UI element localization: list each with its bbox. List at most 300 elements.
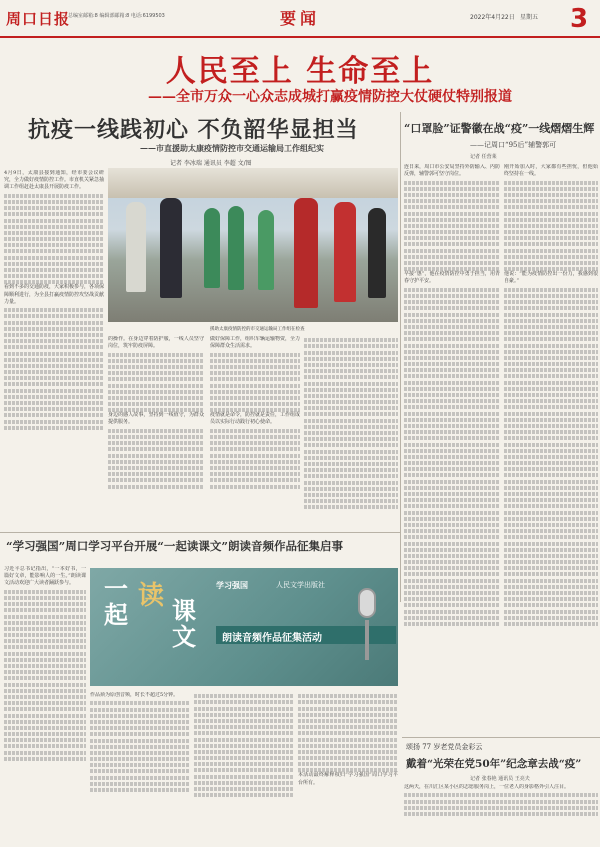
text-line-placeholder [504, 591, 598, 595]
text-line-placeholder [404, 399, 500, 403]
text-line-placeholder [404, 603, 500, 607]
article1-col2-lead: 的操作。在身边穿着防护服，一线人员坚守岗位，筑牢防疫屏障。 [108, 336, 204, 350]
notice-body-lower-2 [194, 692, 294, 844]
text-line-placeholder [504, 579, 598, 583]
text-line-placeholder [4, 395, 104, 399]
article3-kicker: 颂扬 77 岁老党员金彩云 [406, 743, 483, 751]
text-line-placeholder [4, 268, 104, 272]
text-line-placeholder [90, 726, 190, 730]
masthead-contact: 总编室邮箱:8 编辑部邮箱:8 电话:6199503 [68, 13, 165, 19]
text-line-placeholder [108, 454, 204, 458]
text-line-placeholder [504, 610, 598, 614]
text-line-placeholder [504, 181, 598, 185]
text-line-placeholder [404, 535, 500, 539]
text-line-placeholder [504, 504, 598, 508]
text-line-placeholder [504, 548, 598, 552]
text-line-placeholder [404, 443, 500, 447]
text-line-placeholder [194, 756, 294, 760]
text-line-placeholder [404, 205, 500, 209]
text-line-placeholder [4, 689, 86, 693]
photo-person [294, 198, 318, 308]
text-line-placeholder [304, 462, 398, 466]
photo-person [228, 206, 244, 290]
text-line-placeholder [404, 486, 500, 490]
text-line-placeholder [210, 472, 300, 476]
text-line-placeholder [210, 384, 300, 388]
notice-body-left [4, 566, 86, 844]
text-line-placeholder [404, 542, 500, 546]
photo-person [334, 202, 356, 302]
text-line-placeholder [108, 447, 204, 451]
article3-title: 戴着“光荣在党50年”纪念章去战“疫” [406, 758, 582, 770]
text-line-placeholder [304, 443, 398, 447]
text-line-placeholder [4, 256, 104, 260]
text-line-placeholder [210, 466, 300, 470]
text-line-placeholder [504, 362, 598, 366]
text-line-placeholder [194, 707, 294, 711]
text-line-placeholder [404, 294, 500, 298]
text-line-placeholder [90, 769, 190, 773]
text-line-placeholder [404, 393, 500, 397]
text-line-placeholder [404, 492, 500, 496]
text-line-placeholder [504, 517, 598, 521]
poster-text-2: 读 [138, 581, 165, 611]
text-line-placeholder [210, 447, 300, 451]
text-line-placeholder [108, 478, 204, 482]
text-line-placeholder [404, 405, 500, 409]
article1-title: 抗疫一线践初心 不负韶华显担当 [28, 117, 359, 143]
text-line-placeholder [210, 359, 300, 363]
notice-body-lower-1 [90, 692, 190, 844]
text-line-placeholder [90, 708, 190, 712]
text-line-placeholder [90, 757, 190, 761]
text-line-placeholder [504, 288, 598, 292]
text-line-placeholder [404, 498, 500, 502]
text-line-placeholder [304, 363, 398, 367]
text-line-placeholder [4, 615, 86, 619]
text-line-placeholder [404, 597, 500, 601]
text-line-placeholder [304, 338, 398, 342]
text-line-placeholder [4, 358, 104, 362]
text-line-placeholder [504, 443, 598, 447]
text-line-placeholder [404, 218, 500, 222]
text-line-placeholder [504, 424, 598, 428]
text-line-placeholder [108, 359, 204, 363]
text-line-placeholder [404, 362, 500, 366]
banner-subheadline: ——全市万众一心众志成城打赢疫情防控大仗硬仗特别报道 [148, 89, 512, 105]
text-line-placeholder [194, 700, 294, 704]
section-title: 要闻 [279, 9, 320, 28]
text-line-placeholder [4, 751, 86, 755]
notice-body-lower-3 [298, 692, 398, 844]
text-line-placeholder [504, 449, 598, 453]
text-line-placeholder [194, 731, 294, 735]
text-line-placeholder [194, 787, 294, 791]
text-line-placeholder [108, 365, 204, 369]
text-line-placeholder [4, 364, 104, 368]
text-line-placeholder [194, 762, 294, 766]
article2-byline: 记者 任营莱 [470, 154, 497, 160]
text-line-placeholder [504, 393, 598, 397]
text-line-placeholder [90, 788, 190, 792]
text-line-placeholder [298, 744, 398, 748]
text-line-placeholder [404, 230, 500, 234]
article1-column-3 [210, 336, 300, 526]
text-line-placeholder [404, 418, 500, 422]
text-line-placeholder [504, 467, 598, 471]
text-line-placeholder [304, 468, 398, 472]
text-line-placeholder [404, 319, 500, 323]
text-line-placeholder [504, 325, 598, 329]
article1-column-1 [4, 170, 104, 526]
text-line-placeholder [404, 548, 500, 552]
text-line-placeholder [4, 726, 86, 730]
text-line-placeholder [404, 325, 500, 329]
text-line-placeholder [404, 436, 500, 440]
text-line-placeholder [404, 212, 500, 216]
text-line-placeholder [108, 460, 204, 464]
text-line-placeholder [4, 652, 86, 656]
text-line-placeholder [4, 639, 86, 643]
text-line-placeholder [404, 187, 500, 191]
text-line-placeholder [404, 199, 500, 203]
text-line-placeholder [404, 387, 500, 391]
text-line-placeholder [404, 610, 500, 614]
text-line-placeholder [4, 590, 86, 594]
article1-col3-lead: 做好保障工作，组织车辆运输物资，全力保障群众生活需求。 [210, 336, 300, 350]
article2-col1-body: 早接“惠”，他在疫情防控中勇于担当，用青春守护平安。 [404, 271, 500, 285]
text-line-placeholder [404, 300, 500, 304]
text-line-placeholder [298, 756, 398, 760]
text-line-placeholder [504, 337, 598, 341]
text-line-placeholder [108, 377, 204, 381]
text-line-placeholder [4, 333, 104, 337]
text-line-placeholder [4, 738, 86, 742]
text-line-placeholder [210, 396, 300, 400]
text-line-placeholder [504, 381, 598, 385]
poster-text-3: 课文 [172, 597, 196, 651]
text-line-placeholder [404, 424, 500, 428]
text-line-placeholder [298, 725, 398, 729]
article3-body [404, 784, 598, 844]
text-line-placeholder [404, 566, 500, 570]
poster-logo-2: 人民文学出版社 [276, 581, 325, 589]
text-line-placeholder [4, 206, 104, 210]
text-line-placeholder [404, 616, 500, 620]
article1-photo [108, 168, 398, 322]
text-line-placeholder [504, 255, 598, 259]
text-line-placeholder [504, 455, 598, 459]
text-line-placeholder [4, 382, 104, 386]
text-line-placeholder [404, 181, 500, 185]
text-line-placeholder [504, 405, 598, 409]
article1-column-4 [304, 336, 398, 526]
text-line-placeholder [210, 408, 300, 412]
masthead [0, 0, 600, 38]
issue-weekday: 星期五 [520, 14, 539, 21]
text-line-placeholder [298, 768, 398, 772]
banner-headline: 人民至上 生命至上 [165, 54, 435, 89]
text-line-placeholder [404, 255, 500, 259]
text-line-placeholder [4, 645, 86, 649]
text-line-placeholder [4, 633, 86, 637]
text-line-placeholder [4, 321, 104, 325]
text-line-placeholder [504, 261, 598, 265]
notice-footer: 本活动最终解释权归“学习强国”周口学习平台所有。 [298, 772, 398, 786]
text-line-placeholder [304, 499, 398, 503]
text-line-placeholder [504, 387, 598, 391]
text-line-placeholder [404, 793, 598, 797]
text-line-placeholder [304, 437, 398, 441]
text-line-placeholder [210, 371, 300, 375]
text-line-placeholder [108, 396, 204, 400]
text-line-placeholder [298, 738, 398, 742]
text-line-placeholder [304, 412, 398, 416]
text-line-placeholder [4, 249, 104, 253]
text-line-placeholder [194, 713, 294, 717]
text-line-placeholder [4, 308, 104, 312]
text-line-placeholder [4, 757, 86, 761]
photo-person [160, 198, 182, 298]
text-line-placeholder [4, 352, 104, 356]
text-line-placeholder [404, 461, 500, 465]
text-line-placeholder [404, 473, 500, 477]
text-line-placeholder [4, 194, 104, 198]
text-line-placeholder [90, 701, 190, 705]
text-line-placeholder [4, 339, 104, 343]
article2-col1-lead: 连日来，周口市公安局坚持外防输入、内防反弹，辅警郭可坚守岗位。 [404, 164, 500, 178]
text-line-placeholder [304, 351, 398, 355]
text-line-placeholder [504, 597, 598, 601]
text-line-placeholder [4, 627, 86, 631]
text-line-placeholder [504, 242, 598, 246]
text-line-placeholder [90, 714, 190, 718]
photo-person [204, 208, 220, 288]
text-line-placeholder [90, 745, 190, 749]
headline-banner [0, 42, 600, 108]
article2-subtitle: ——记周口“95后”辅警郭可 [470, 141, 557, 149]
text-line-placeholder [210, 365, 300, 369]
poster-text-1: 一起 [104, 575, 128, 629]
text-line-placeholder [194, 738, 294, 742]
article1-col3-body: 疫情就是命令，防控就是责任，工作组成员以实际行动践行初心使命。 [210, 412, 300, 426]
text-line-placeholder [504, 535, 598, 539]
text-line-placeholder [404, 800, 598, 804]
page-number: 3 [570, 4, 589, 34]
text-line-placeholder [504, 542, 598, 546]
notice-poster [90, 568, 398, 686]
text-line-placeholder [504, 399, 598, 403]
text-line-placeholder [4, 676, 86, 680]
section-divider-right [402, 737, 600, 738]
text-line-placeholder [298, 700, 398, 704]
microphone-icon [358, 588, 376, 618]
text-line-placeholder [404, 517, 500, 521]
text-line-placeholder [304, 400, 398, 404]
text-line-placeholder [4, 701, 86, 705]
text-line-placeholder [504, 412, 598, 416]
text-line-placeholder [504, 212, 598, 216]
text-line-placeholder [210, 390, 300, 394]
text-line-placeholder [404, 350, 500, 354]
text-line-placeholder [108, 371, 204, 375]
text-line-placeholder [304, 394, 398, 398]
text-line-placeholder [108, 485, 204, 489]
text-line-placeholder [404, 504, 500, 508]
text-line-placeholder [404, 337, 500, 341]
text-line-placeholder [404, 523, 500, 527]
text-line-placeholder [298, 694, 398, 698]
text-line-placeholder [404, 261, 500, 265]
newspaper-logo: 周口日报 [6, 10, 71, 28]
article1-byline: 记者 李冰瑞 通讯员 李超 文/图 [170, 160, 252, 167]
text-line-placeholder [404, 224, 500, 228]
text-line-placeholder [298, 707, 398, 711]
text-line-placeholder [210, 485, 300, 489]
text-line-placeholder [504, 430, 598, 434]
text-line-placeholder [4, 407, 104, 411]
text-line-placeholder [404, 381, 500, 385]
text-line-placeholder [4, 695, 86, 699]
text-line-placeholder [504, 480, 598, 484]
text-line-placeholder [404, 430, 500, 434]
text-line-placeholder [90, 763, 190, 767]
text-line-placeholder [4, 212, 104, 216]
text-line-placeholder [504, 218, 598, 222]
photo-person [126, 202, 146, 292]
text-line-placeholder [404, 585, 500, 589]
notice-body-right-text: 作品须为原创音频，时长不超过5分钟。 [90, 692, 179, 698]
text-line-placeholder [108, 390, 204, 394]
article3-byline: 记者 张春艳 通讯员 王亮夫 [470, 776, 530, 782]
article1-col2-body: 身边的感人故事，坚持到一线值守，为群众提供服务。 [108, 412, 204, 426]
text-line-placeholder [4, 401, 104, 405]
text-line-placeholder [210, 402, 300, 406]
text-line-placeholder [504, 566, 598, 570]
article1-col1-body: 看到不多的交通防疫，大家积极参与，各项保障顺利进行，为全县打赢疫情防控攻坚战贡献力量。 [4, 284, 104, 305]
text-line-placeholder [210, 429, 300, 433]
text-line-placeholder [504, 461, 598, 465]
text-line-placeholder [194, 793, 294, 797]
text-line-placeholder [304, 450, 398, 454]
notice-body-left-text: 习近平总书记指出，“一本好书，一篇好文章，能影响人的一生。”朗读课文活动欢迎广大读者踊跃参与。 [4, 566, 86, 587]
text-line-placeholder [210, 441, 300, 445]
text-line-placeholder [4, 280, 104, 284]
photo-tent [108, 168, 398, 198]
text-line-placeholder [404, 313, 500, 317]
text-line-placeholder [504, 523, 598, 527]
text-line-placeholder [4, 370, 104, 374]
text-line-placeholder [304, 369, 398, 373]
text-line-placeholder [298, 762, 398, 766]
text-line-placeholder [404, 412, 500, 416]
text-line-placeholder [504, 529, 598, 533]
text-line-placeholder [4, 621, 86, 625]
text-line-placeholder [4, 231, 104, 235]
article3-body-text: 这两天，在川汇区某小区的志愿服务岗上，一位老人的身影格外引人注目。 [404, 784, 570, 790]
text-line-placeholder [304, 493, 398, 497]
text-line-placeholder [90, 739, 190, 743]
text-line-placeholder [504, 205, 598, 209]
text-line-placeholder [4, 714, 86, 718]
text-line-placeholder [304, 357, 398, 361]
text-line-placeholder [4, 744, 86, 748]
article2-column-1 [404, 164, 500, 732]
microphone-stand [365, 620, 369, 660]
text-line-placeholder [210, 478, 300, 482]
text-line-placeholder [304, 382, 398, 386]
text-line-placeholder [194, 744, 294, 748]
text-line-placeholder [504, 267, 598, 271]
text-line-placeholder [194, 781, 294, 785]
column-divider [400, 112, 401, 602]
text-line-placeholder [404, 572, 500, 576]
article2-col2-lead: 刚开始加入时，大家都有些担忧，但他始终坚持在一线。 [504, 164, 598, 178]
text-line-placeholder [194, 750, 294, 754]
text-line-placeholder [304, 388, 398, 392]
text-line-placeholder [404, 288, 500, 292]
text-line-placeholder [304, 406, 398, 410]
text-line-placeholder [404, 267, 500, 271]
text-line-placeholder [108, 402, 204, 406]
text-line-placeholder [108, 384, 204, 388]
text-line-placeholder [504, 344, 598, 348]
text-line-placeholder [90, 732, 190, 736]
text-line-placeholder [504, 236, 598, 240]
text-line-placeholder [210, 454, 300, 458]
text-line-placeholder [504, 492, 598, 496]
text-line-placeholder [504, 511, 598, 515]
text-line-placeholder [504, 199, 598, 203]
text-line-placeholder [504, 331, 598, 335]
text-line-placeholder [304, 505, 398, 509]
text-line-placeholder [4, 670, 86, 674]
text-line-placeholder [404, 449, 500, 453]
text-line-placeholder [404, 511, 500, 515]
text-line-placeholder [504, 249, 598, 253]
text-line-placeholder [304, 481, 398, 485]
text-line-placeholder [4, 314, 104, 318]
photo-person [368, 208, 386, 298]
text-line-placeholder [108, 472, 204, 476]
text-line-placeholder [404, 374, 500, 378]
text-line-placeholder [108, 435, 204, 439]
text-line-placeholder [4, 707, 86, 711]
article2-col2-body: 他说：“能为疫情防控出一份力，我感到很自豪。” [504, 271, 598, 285]
text-line-placeholder [298, 750, 398, 754]
text-line-placeholder [4, 274, 104, 278]
text-line-placeholder [4, 376, 104, 380]
text-line-placeholder [4, 413, 104, 417]
text-line-placeholder [210, 353, 300, 357]
text-line-placeholder [4, 225, 104, 229]
text-line-placeholder [404, 344, 500, 348]
text-line-placeholder [404, 467, 500, 471]
text-line-placeholder [108, 466, 204, 470]
text-line-placeholder [298, 719, 398, 723]
text-line-placeholder [404, 554, 500, 558]
text-line-placeholder [504, 300, 598, 304]
text-line-placeholder [304, 487, 398, 491]
text-line-placeholder [108, 429, 204, 433]
text-line-placeholder [404, 455, 500, 459]
text-line-placeholder [194, 725, 294, 729]
text-line-placeholder [404, 560, 500, 564]
text-line-placeholder [504, 356, 598, 360]
text-line-placeholder [210, 460, 300, 464]
article2-column-2 [504, 164, 598, 732]
poster-logo-1: 学习强国 [216, 580, 248, 590]
